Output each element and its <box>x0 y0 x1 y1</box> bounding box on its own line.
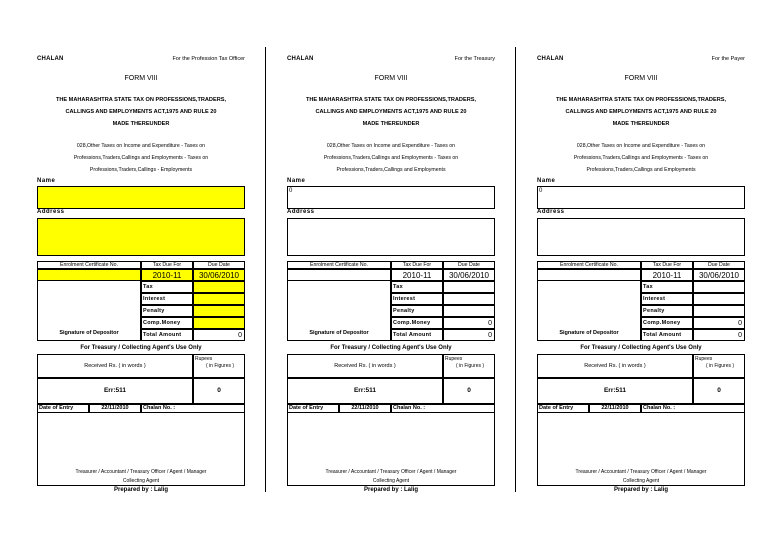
code-amount-cell <box>443 378 495 404</box>
chalan-label: CHALAN <box>287 56 314 62</box>
code-amount-cell <box>193 378 245 404</box>
desc-line1: 028,Other Taxes on Income and Expenditure - Taxes on <box>326 143 456 149</box>
signature-footer-box <box>37 413 245 486</box>
enrol-cert-field[interactable] <box>37 269 141 281</box>
code-value: Err:511 <box>603 387 627 394</box>
penalty-label: Penalty <box>641 305 693 317</box>
due-date-header: Due Date <box>693 261 745 269</box>
footer-line2: Collecting Agent <box>622 478 660 484</box>
due-date-header: Due Date <box>443 261 495 269</box>
comp-money-field[interactable]: 0 <box>443 317 495 329</box>
due-date-header: Due Date <box>193 261 245 269</box>
received-words-label: Received Rs. ( in words ) <box>334 363 396 369</box>
received-words-field[interactable] <box>537 354 693 378</box>
code-cell <box>537 378 693 404</box>
act-title-line1: THE MAHARASHTRA STATE TAX ON PROFESSIONS,TRADERS, <box>305 97 477 103</box>
enrol-cert-field[interactable] <box>287 269 391 281</box>
chalan-form-profession-tax-officer <box>37 47 245 492</box>
address-label: Address <box>37 209 65 215</box>
footer-line2: Collecting Agent <box>122 478 160 484</box>
signature-area <box>37 281 141 341</box>
name-label: Name <box>287 178 306 184</box>
rupees-figures-field[interactable] <box>193 354 245 378</box>
total-amount-label: Total Amount <box>641 329 693 341</box>
code-value: Err:511 <box>103 387 127 394</box>
penalty-field[interactable] <box>693 305 745 317</box>
code-cell <box>287 378 443 404</box>
code-amount-value: 0 <box>467 387 471 394</box>
treasury-use-heading: For Treasury / Collecting Agent's Use Only <box>80 345 202 351</box>
address-label: Address <box>537 209 565 215</box>
enrol-cert-header: Enrolment Certificate No. <box>537 261 641 269</box>
signature-label: Signature of Depositor <box>59 330 119 336</box>
comp-money-label: Comp.Money <box>391 317 443 329</box>
form-number: FORM VIII <box>374 75 408 82</box>
footer-line1: Treasurer / Accountant / Treasury Officer / Agent / Manager <box>75 469 207 475</box>
comp-money-field[interactable]: 0 <box>693 317 745 329</box>
desc-line1: 028,Other Taxes on Income and Expenditure - Taxes on <box>576 143 706 149</box>
total-amount-label: Total Amount <box>391 329 443 341</box>
received-words-label: Received Rs. ( in words ) <box>84 363 146 369</box>
act-title-line1: THE MAHARASHTRA STATE TAX ON PROFESSIONS,TRADERS, <box>555 97 727 103</box>
tax-field[interactable] <box>193 281 245 293</box>
rupees-figures-field[interactable] <box>693 354 745 378</box>
tax-label: Tax <box>641 281 693 293</box>
signature-footer-box <box>287 413 495 486</box>
total-amount-value: 0 <box>443 329 495 341</box>
copy-for-label: For the Treasury <box>454 56 495 62</box>
chalan-form-treasury <box>287 47 495 492</box>
received-words-field[interactable] <box>37 354 193 378</box>
penalty-label: Penalty <box>141 305 193 317</box>
penalty-field[interactable] <box>443 305 495 317</box>
total-amount-value: 0 <box>193 329 245 341</box>
tax-field[interactable] <box>693 281 745 293</box>
desc-line2: Professions,Traders,Callings and Employments - Taxes on <box>323 155 459 161</box>
interest-field[interactable] <box>443 293 495 305</box>
copy-for-label: For the Payer <box>711 56 745 62</box>
rupees-figures-field[interactable] <box>443 354 495 378</box>
rupees-label: Rupees <box>695 356 713 362</box>
act-title-line3: MADE THEREUNDER <box>362 121 420 127</box>
comp-money-label: Comp.Money <box>641 317 693 329</box>
desc-line3: Professions,Traders,Callings - Employments <box>89 167 193 173</box>
code-value: Err:511 <box>353 387 377 394</box>
chalan-form-payer <box>537 47 745 492</box>
received-words-label: Received Rs. ( in words ) <box>584 363 646 369</box>
date-of-entry-label: Date of Entry <box>537 404 589 413</box>
date-of-entry-value: 22/11/2010 <box>589 404 641 413</box>
footer-line2: Collecting Agent <box>372 478 410 484</box>
desc-line2: Professions,Traders,Callings and Employments - Taxes on <box>573 155 709 161</box>
desc-line3: Professions,Traders,Callings and Employments <box>336 167 446 173</box>
due-date-value[interactable]: 30/06/2010 <box>193 269 245 281</box>
chalan-no-label: Chalan No. : <box>141 404 245 413</box>
rupees-label: Rupees <box>195 356 213 362</box>
act-title-line3: MADE THEREUNDER <box>612 121 670 127</box>
act-title-line2: CALLINGS AND EMPLOYMENTS ACT,1975 AND RULE 20 <box>65 109 217 115</box>
signature-footer-box <box>537 413 745 486</box>
act-title-line2: CALLINGS AND EMPLOYMENTS ACT,1975 AND RULE 20 <box>565 109 717 115</box>
name-value: 0 <box>289 188 293 194</box>
prepared-by: Prepared by : Lalig <box>113 487 168 493</box>
enrol-cert-header: Enrolment Certificate No. <box>287 261 391 269</box>
desc-line1: 028,Other Taxes on Income and Expenditure - Taxes on <box>76 143 206 149</box>
prepared-by: Prepared by : Lalig <box>613 487 668 493</box>
tax-label: Tax <box>141 281 193 293</box>
received-words-field[interactable] <box>287 354 443 378</box>
form-number: FORM VIII <box>124 75 158 82</box>
tax-field[interactable] <box>443 281 495 293</box>
name-label: Name <box>537 178 556 184</box>
due-date-value[interactable]: 30/06/2010 <box>443 269 495 281</box>
date-of-entry-value: 22/11/2010 <box>339 404 391 413</box>
comp-money-label: Comp.Money <box>141 317 193 329</box>
form-number: FORM VIII <box>624 75 658 82</box>
address-field[interactable] <box>37 218 245 256</box>
tax-due-for-header: Tax Due For <box>641 261 693 269</box>
chalan-no-label: Chalan No. : <box>641 404 745 413</box>
signature-area <box>287 281 391 341</box>
address-field[interactable] <box>287 218 495 256</box>
due-date-value[interactable]: 30/06/2010 <box>693 269 745 281</box>
total-amount-value: 0 <box>693 329 745 341</box>
interest-label: Interest <box>141 293 193 305</box>
tax-due-for-value[interactable]: 2010-11 <box>141 269 193 281</box>
act-title-line2: CALLINGS AND EMPLOYMENTS ACT,1975 AND RULE 20 <box>315 109 467 115</box>
interest-label: Interest <box>641 293 693 305</box>
signature-label: Signature of Depositor <box>559 330 619 336</box>
date-of-entry-label: Date of Entry <box>37 404 89 413</box>
enrol-cert-header: Enrolment Certificate No. <box>37 261 141 269</box>
tax-due-for-header: Tax Due For <box>141 261 193 269</box>
interest-field[interactable] <box>193 293 245 305</box>
penalty-label: Penalty <box>391 305 443 317</box>
desc-line2: Professions,Traders,Callings and Employments - Taxes on <box>73 155 209 161</box>
name-value: 0 <box>539 188 543 194</box>
total-amount-label: Total Amount <box>141 329 193 341</box>
divider-1 <box>265 47 266 492</box>
act-title-line3: MADE THEREUNDER <box>112 121 170 127</box>
chalan-no-label: Chalan No. : <box>391 404 495 413</box>
desc-line3: Professions,Traders,Callings and Employments <box>586 167 696 173</box>
chalan-label: CHALAN <box>537 56 564 62</box>
address-field[interactable] <box>537 218 745 256</box>
treasury-use-heading: For Treasury / Collecting Agent's Use Only <box>580 345 702 351</box>
name-field[interactable] <box>37 186 245 209</box>
treasury-use-heading: For Treasury / Collecting Agent's Use Only <box>330 345 452 351</box>
tax-label: Tax <box>391 281 443 293</box>
prepared-by: Prepared by : Lalig <box>363 487 418 493</box>
name-label: Name <box>37 178 56 184</box>
tax-due-for-header: Tax Due For <box>391 261 443 269</box>
divider-2 <box>515 47 516 492</box>
code-amount-cell <box>693 378 745 404</box>
act-title-line1: THE MAHARASHTRA STATE TAX ON PROFESSIONS,TRADERS, <box>55 97 227 103</box>
tax-due-for-value[interactable]: 2010-11 <box>391 269 443 281</box>
chalan-label: CHALAN <box>37 56 64 62</box>
enrol-cert-field[interactable] <box>537 269 641 281</box>
address-label: Address <box>287 209 315 215</box>
code-cell <box>37 378 193 404</box>
date-of-entry-label: Date of Entry <box>287 404 339 413</box>
signature-area <box>537 281 641 341</box>
copy-for-label: For the Profession Tax Officer <box>172 56 245 62</box>
in-figures-label: ( in Figures ) <box>456 363 485 369</box>
rupees-label: Rupees <box>445 356 463 362</box>
footer-line1: Treasurer / Accountant / Treasury Officer / Agent / Manager <box>575 469 707 475</box>
date-of-entry-value: 22/11/2010 <box>89 404 141 413</box>
interest-label: Interest <box>391 293 443 305</box>
name-field[interactable] <box>287 186 495 209</box>
code-amount-value: 0 <box>217 387 221 394</box>
in-figures-label: ( in Figures ) <box>706 363 735 369</box>
in-figures-label: ( in Figures ) <box>206 363 235 369</box>
code-amount-value: 0 <box>717 387 721 394</box>
name-field[interactable] <box>537 186 745 209</box>
penalty-field[interactable] <box>193 305 245 317</box>
signature-label: Signature of Depositor <box>309 330 369 336</box>
tax-due-for-value[interactable]: 2010-11 <box>641 269 693 281</box>
footer-line1: Treasurer / Accountant / Treasury Officer / Agent / Manager <box>325 469 457 475</box>
interest-field[interactable] <box>693 293 745 305</box>
comp-money-field[interactable] <box>193 317 245 329</box>
